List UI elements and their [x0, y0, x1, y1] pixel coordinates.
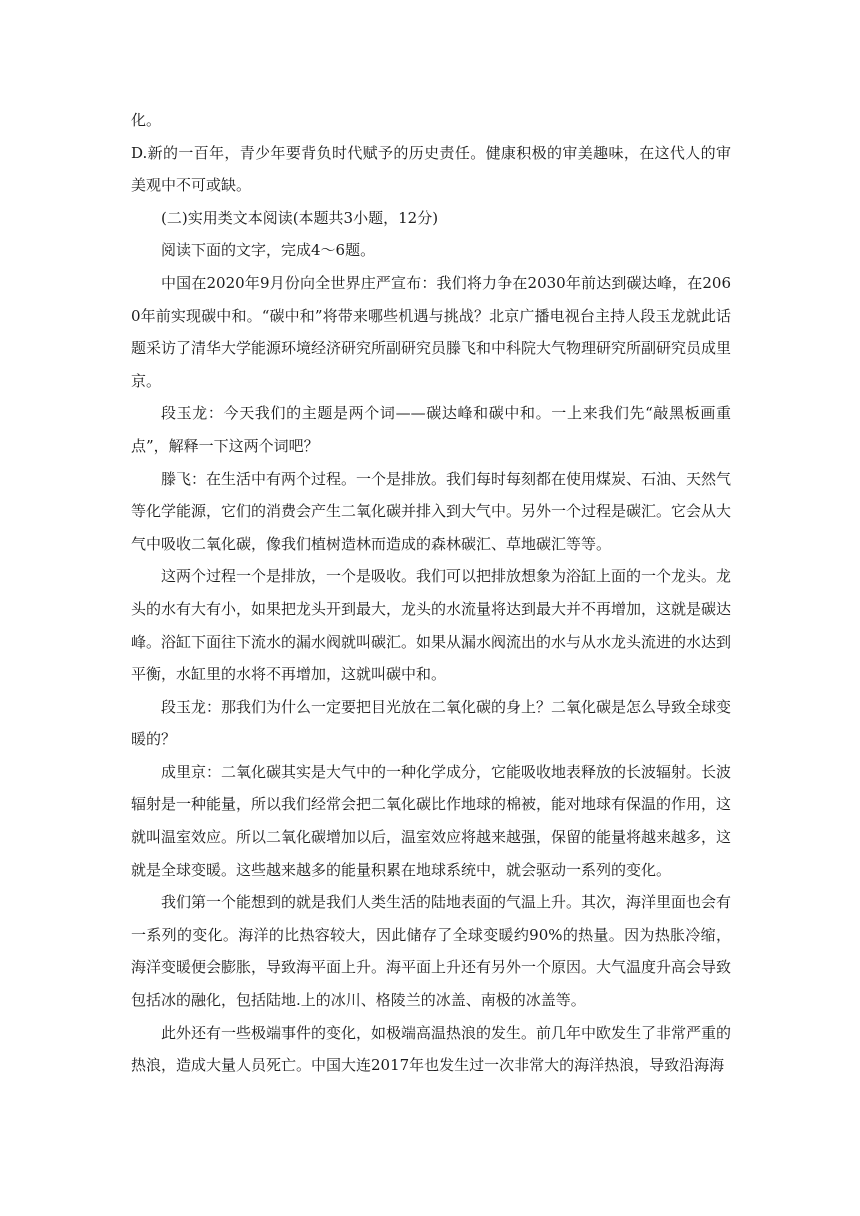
interview-answer-2: 成里京：二氧化碳其实是大气中的一种化学成分，它能吸收地表释放的长波辐射。长波辐射是一种能量，所以我们经常会把二氧化碳比作地球的棉被，能对地球有保温的作用，这就叫温室效应。所以二氧化碳增加以后，温室效应将越来越强，保留的能量将越来越多，这就是全球变暖。这些越来越多的能量积累在地球系统中，就会驱动一系列的变化。 — [131, 762, 732, 879]
interview-question-1: 段玉龙：今天我们的主题是两个词——碳达峰和碳中和。一上来我们先“敲黑板画重点”，解释一下这两个词吧？ — [131, 404, 731, 455]
interview-answer-1: 滕飞：在生活中有两个过程。一个是排放。我们每时每刻都在使用煤炭、石油、天然气等化学能源，它们的消费会产生二氧化碳并排入到大气中。另外一个过程是碳汇。它会从大气中吸收二氧化碳，像我们植树造林而造成的森林碳汇、草地碳汇等等。 — [131, 469, 732, 553]
option-d: D.新的一百年，青少年要背负时代赋予的历史责任。健康积极的审美趣味，在这代人的审美观中不可或缺。 — [131, 143, 731, 195]
intro-paragraph: 中国在2020年9月份向全世界庄严宣布：我们将力争在2030年前达到碳达峰，在2060年前实现碳中和。“碳中和”将带来哪些机遇与挑战？北京广播电视台主持人段玉龙就此话题采访了清华大学能源环境经济研究所副研究员滕飞和中科院大气物理研究所副研究员成里京。 — [131, 273, 732, 390]
section-heading: (二)实用类文本阅读(本题共3小题，12分) — [161, 208, 439, 227]
interview-answer-2-continued: 我们第一个能想到的就是我们人类生活的陆地表面的气温上升。其次，海洋里面也会有一系列的变化。海洋的比热容较大，因此储存了全球变暖约90%的热量。因为热胀冷缩，海洋变暖便会膨胀，导致海平面上升。海平面上升还有另外一个原因。大气温度升高会导致包括冰的融化，包括陆地.上的冰川、格陵兰的冰盖、南极的冰盖等。 — [131, 893, 732, 1010]
interview-answer-1-continued: 这两个过程一个是排放，一个是吸收。我们可以把排放想象为浴缸上面的一个龙头。龙头的水有大有小，如果把龙头开到最大，龙头的水流量将达到最大并不再增加，这就是碳达峰。浴缸下面往下流水的漏水阀就叫碳汇。如果从漏水阀流出的水与从水龙头流进的水达到平衡，水缸里的水将不再增加，这就叫碳中和。 — [131, 567, 732, 684]
instruction: 阅读下面的文字，完成4～6题。 — [161, 241, 376, 260]
paragraph-continuation: 化。 — [131, 111, 162, 129]
document-page — [131, 104, 731, 1082]
interview-question-2: 段玉龙：那我们为什么一定要把目光放在二氧化碳的身上？二氧化碳是怎么导致全球变暖的？ — [131, 697, 732, 749]
interview-answer-2-extreme-events: 此外还有一些极端事件的变化，如极端高温热浪的发生。前几年中欧发生了非常严重的热浪，造成大量人员死亡。中国大连2017年也发生过一次非常大的海洋热浪，导致沿海海 — [131, 1023, 732, 1075]
